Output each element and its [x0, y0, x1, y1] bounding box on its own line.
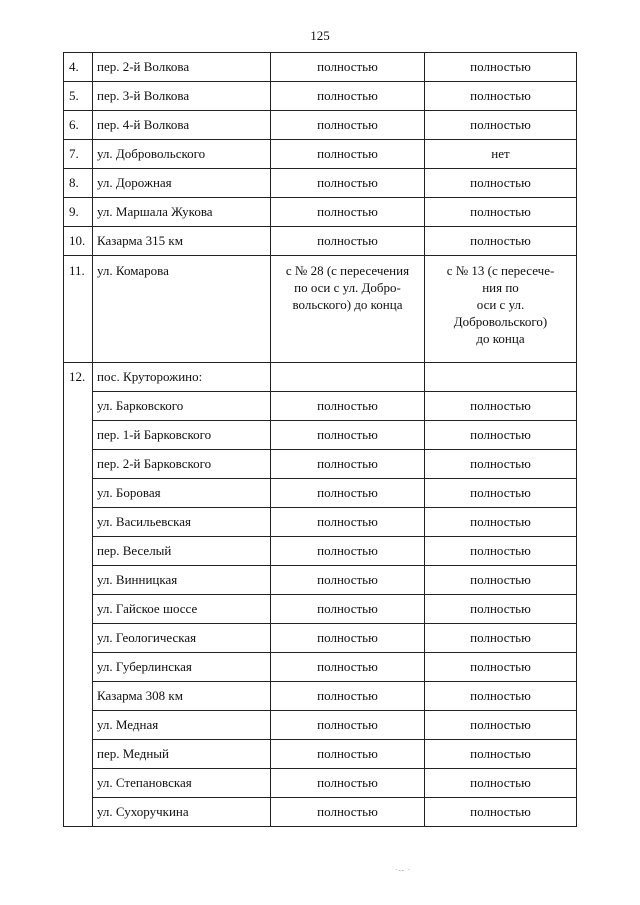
coverage-value: полностью	[271, 421, 425, 450]
coverage-value: полностью	[271, 82, 425, 111]
coverage-value: полностью	[425, 111, 577, 140]
street-name: ул. Маршала Жукова	[93, 198, 271, 227]
table-row	[64, 595, 577, 624]
street-name: ул. Геологическая	[93, 624, 271, 653]
row-number: 10.	[64, 227, 93, 256]
table-row	[64, 537, 577, 566]
empty-cell	[64, 624, 93, 653]
coverage-value: полностью	[425, 82, 577, 111]
row-number: 5.	[64, 82, 93, 111]
coverage-line: по оси с ул. Добро-	[294, 280, 401, 295]
empty-cell	[64, 740, 93, 769]
coverage-value: полностью	[425, 595, 577, 624]
street-name: ул. Боровая	[93, 479, 271, 508]
street-name: пос. Круторожино:	[93, 363, 271, 392]
street-name: ул. Медная	[93, 711, 271, 740]
empty-cell	[64, 566, 93, 595]
street-name: Казарма 315 км	[93, 227, 271, 256]
table-row	[64, 392, 577, 421]
coverage-value: полностью	[425, 450, 577, 479]
table-row	[64, 421, 577, 450]
empty-cell	[64, 595, 93, 624]
empty-cell	[64, 450, 93, 479]
coverage-value: полностью	[271, 769, 425, 798]
coverage-line: оси с ул.	[476, 297, 525, 312]
table-row	[64, 227, 577, 256]
street-name: ул. Гайское шоссе	[93, 595, 271, 624]
coverage-value: полностью	[271, 450, 425, 479]
street-name: ул. Добровольского	[93, 140, 271, 169]
coverage-value: полностью	[271, 198, 425, 227]
empty-cell	[64, 421, 93, 450]
coverage-line: Добровольского)	[453, 314, 548, 329]
coverage-value: полностью	[271, 740, 425, 769]
table-row	[64, 798, 577, 827]
coverage-value: полностью	[425, 198, 577, 227]
coverage-value	[425, 256, 577, 363]
coverage-value: полностью	[271, 624, 425, 653]
empty-cell	[64, 392, 93, 421]
coverage-value: полностью	[271, 798, 425, 827]
row-number: 12.	[64, 363, 93, 392]
coverage-value: полностью	[271, 682, 425, 711]
coverage-value: полностью	[425, 508, 577, 537]
table-row	[64, 479, 577, 508]
table-row	[64, 769, 577, 798]
coverage-value: полностью	[425, 537, 577, 566]
coverage-value: полностью	[425, 624, 577, 653]
street-name: пер. Веселый	[93, 537, 271, 566]
table-row	[64, 653, 577, 682]
empty-cell	[64, 711, 93, 740]
table-row	[64, 363, 577, 392]
coverage-value: полностью	[271, 595, 425, 624]
coverage-value: полностью	[425, 769, 577, 798]
street-name: пер. 3-й Волкова	[93, 82, 271, 111]
street-name: пер. 2-й Волкова	[93, 53, 271, 82]
coverage-value: полностью	[271, 653, 425, 682]
street-name: пер. 4-й Волкова	[93, 111, 271, 140]
row-number: 7.	[64, 140, 93, 169]
table-row	[64, 169, 577, 198]
table-row	[64, 198, 577, 227]
row-number: 4.	[64, 53, 93, 82]
street-name: пер. Медный	[93, 740, 271, 769]
street-name: ул. Степановская	[93, 769, 271, 798]
street-name: пер. 1-й Барковского	[93, 421, 271, 450]
row-number: 6.	[64, 111, 93, 140]
coverage-value: полностью	[271, 711, 425, 740]
coverage-value: полностью	[271, 53, 425, 82]
table-row	[64, 711, 577, 740]
empty-cell	[64, 508, 93, 537]
coverage-value: полностью	[425, 711, 577, 740]
street-name: пер. 2-й Барковского	[93, 450, 271, 479]
page-number: 125	[310, 28, 330, 43]
coverage-value: полностью	[425, 682, 577, 711]
coverage-value: полностью	[425, 421, 577, 450]
coverage-value: полностью	[271, 140, 425, 169]
coverage-value: полностью	[425, 653, 577, 682]
streets-table	[63, 52, 577, 827]
coverage-value: полностью	[271, 508, 425, 537]
empty-cell	[64, 798, 93, 827]
table-row	[64, 53, 577, 82]
empty-cell	[64, 769, 93, 798]
table-row	[64, 740, 577, 769]
table-row	[64, 140, 577, 169]
coverage-value: полностью	[271, 227, 425, 256]
table-row	[64, 82, 577, 111]
coverage-value: полностью	[425, 53, 577, 82]
table-row	[64, 111, 577, 140]
coverage-line: до конца	[476, 331, 525, 346]
row-number: 9.	[64, 198, 93, 227]
street-name: ул. Винницкая	[93, 566, 271, 595]
coverage-value: полностью	[425, 566, 577, 595]
coverage-value: полностью	[271, 566, 425, 595]
street-name: ул. Комарова	[93, 256, 271, 363]
coverage-value: полностью	[425, 798, 577, 827]
coverage-value	[425, 363, 577, 392]
empty-cell	[64, 682, 93, 711]
coverage-value: полностью	[425, 169, 577, 198]
coverage-value: полностью	[271, 479, 425, 508]
table-row	[64, 450, 577, 479]
coverage-value: полностью	[425, 392, 577, 421]
coverage-line: с № 13 (с пересече-	[446, 263, 555, 278]
coverage-value: полностью	[271, 111, 425, 140]
coverage-value	[271, 363, 425, 392]
footer-mark: ·-- ·	[395, 866, 412, 874]
street-name: ул. Дорожная	[93, 169, 271, 198]
table-row	[64, 566, 577, 595]
coverage-value: полностью	[271, 537, 425, 566]
coverage-value	[271, 256, 425, 363]
street-name: ул. Васильевская	[93, 508, 271, 537]
row-number: 11.	[64, 256, 93, 363]
street-name: ул. Сухоручкина	[93, 798, 271, 827]
row-number: 8.	[64, 169, 93, 198]
street-name: Казарма 308 км	[93, 682, 271, 711]
empty-cell	[64, 537, 93, 566]
street-name: ул. Губерлинская	[93, 653, 271, 682]
coverage-line: ния по	[482, 280, 519, 295]
table-row	[64, 624, 577, 653]
table-row	[64, 682, 577, 711]
coverage-value: полностью	[271, 169, 425, 198]
table-row	[64, 508, 577, 537]
coverage-value: полностью	[425, 740, 577, 769]
coverage-line: вольского) до конца	[292, 297, 403, 312]
coverage-value: нет	[425, 140, 577, 169]
coverage-line: с № 28 (с пересечения	[285, 263, 410, 278]
table-row	[64, 256, 577, 363]
coverage-value: полностью	[425, 479, 577, 508]
coverage-value: полностью	[271, 392, 425, 421]
empty-cell	[64, 653, 93, 682]
coverage-value: полностью	[425, 227, 577, 256]
street-name: ул. Барковского	[93, 392, 271, 421]
empty-cell	[64, 479, 93, 508]
